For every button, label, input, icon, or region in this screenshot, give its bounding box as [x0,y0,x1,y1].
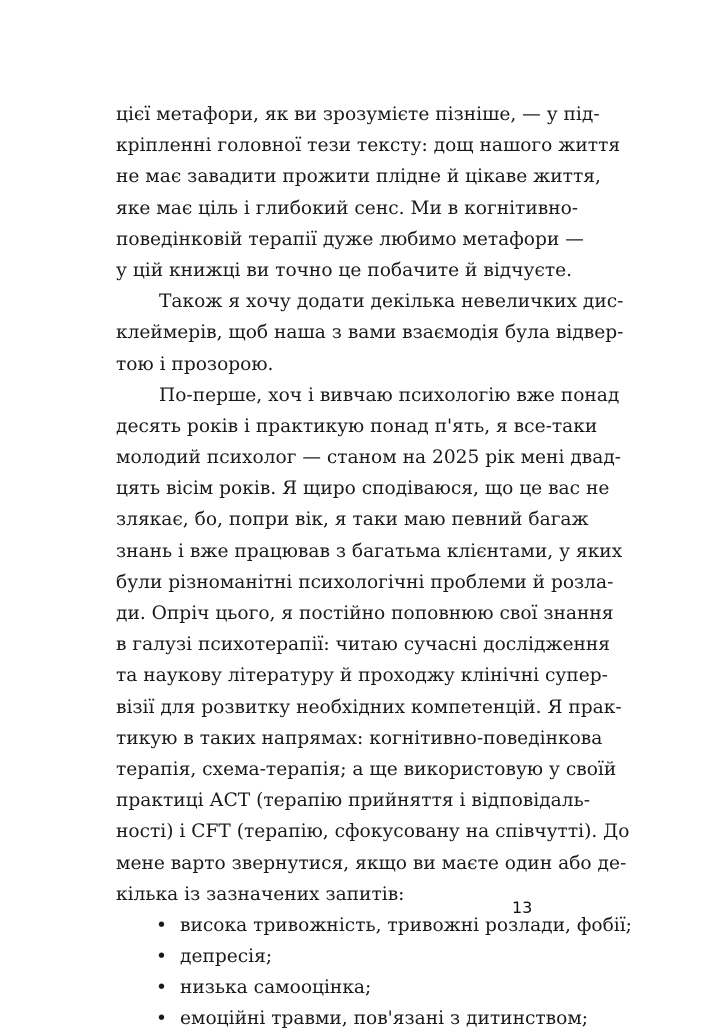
bullet-icon: • [156,1008,167,1030]
text-line: кілька із зазначених запитів: [116,883,405,905]
page-number: 13 [512,898,533,917]
list-item [116,941,532,972]
text-line: Також я хочу додати декілька невеличких дис- [159,291,624,313]
list-item [116,1003,589,1034]
text-line: та наукову літературу й проходжу клінічні супер- [116,665,608,687]
text-line: молодий психолог — станом на 2025 рік мені двад- [116,447,622,469]
text-line: клеймерів, щоб наша з вами взаємодія була відвер- [116,322,624,344]
text-line: візії для розвитку необхідних компетенцій. Я прак- [116,696,622,718]
list-item-text: емоційні травми, пов'язані з дитинством; [180,1008,589,1030]
list-item-text: низька самооцінка; [180,977,372,999]
text-line: практиці АСТ (терапію прийняття і відповідаль- [116,790,590,812]
text-line: кріпленні головної тези тексту: дощ нашого життя [116,135,621,157]
list-item-text: депресія; [180,946,273,968]
text-line: терапія, схема-терапія; а ще використовую у своїй [116,758,617,780]
text-line: поведінковій терапії дуже любимо метафори — [116,228,584,250]
text-line: десять років і практикую понад п'ять, я все-таки [116,415,598,437]
text-line: цієї метафори, як ви зрозумієте пізніше, — у під- [116,104,600,125]
text-line: цять вісім років. Я щиро сподіваюся, що це вас не [116,478,610,500]
text-line: мене варто звернутися, якщо ви маєте один або де- [116,852,627,874]
paragraphs [116,99,630,910]
list-item [116,972,532,1003]
text-line: яке має ціль і глибокий сенс. Ми в когнітивно- [116,197,579,219]
text-line: тикую в таких напрямах: когнітивно-поведінкова [116,727,603,749]
bullet-icon: • [156,914,167,936]
text-line: злякає, бо, попри вік, я таки маю певний багаж [116,509,589,531]
text-line: в галузі психотерапії: читаю сучасні дослідження [116,634,611,656]
bullet-list [116,910,632,1035]
text-line: ності) і CFT (терапію, сфокусовану на співчутті). До [116,821,630,843]
text-line: тою і прозорою. [116,353,274,375]
text-line: у цій книжці ви точно це побачите й відчуєте. [116,259,573,281]
text-line: не має завадити прожити плідне й цікаве життя, [116,166,601,188]
text-line: були різноманітні психологічні проблеми й розла- [116,571,614,593]
text-line: По-перше, хоч і вивчаю психологію вже понад [159,384,620,406]
text-line: знань і вже працював з багатьма клієнтами, у яких [116,540,623,562]
list-item-text: висока тривожність, тривожні розлади, фобії; [180,914,632,936]
bullet-icon: • [156,946,167,968]
bullet-icon: • [156,977,167,999]
text-line: ди. Опріч цього, я постійно поповнюю свої знання [116,603,614,624]
body-text [116,99,632,1035]
list-item [116,910,632,941]
